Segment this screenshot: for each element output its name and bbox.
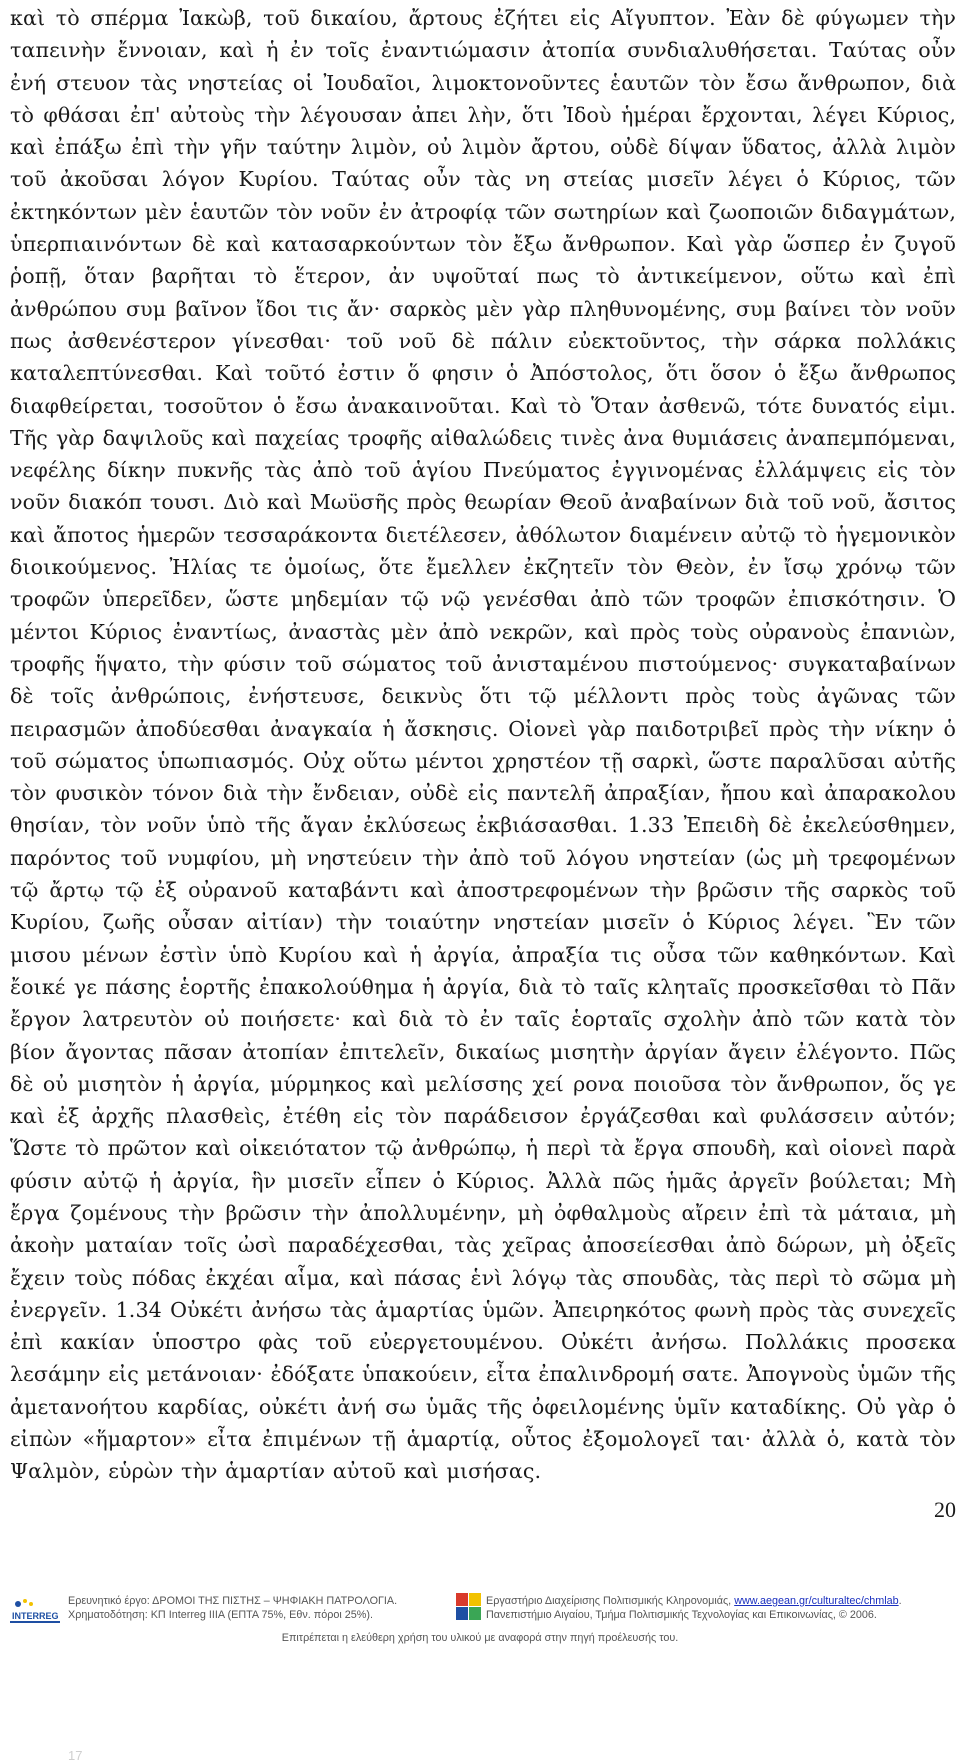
bleed-through-page-number: 17 — [68, 1748, 83, 1763]
interreg-logo — [10, 1595, 60, 1625]
interreg-logo-text: INTERREG — [12, 1611, 59, 1621]
page-number: 20 — [934, 1497, 956, 1522]
footer-lab-name: Εργαστήριο Διαχείρισης Πολιτισμικής Κληρονομιάς, — [486, 1595, 735, 1607]
footer-funding: Χρηματοδότηση: ΚΠ Interreg IIIA (ΕΠΤΑ 75%, Εθν. πόροι 25%). — [68, 1609, 373, 1621]
footer-usage-notice: Επιτρέπεται η ελεύθερη χρήση του υλικού με αναφορά στην πηγή προέλευσής του. — [281, 1632, 679, 1644]
footer-lab-line1-end: . — [898, 1595, 902, 1607]
lab-logo-graphic — [456, 1593, 482, 1621]
footer-lab-info — [486, 1594, 902, 1622]
lab-logo — [456, 1593, 482, 1621]
footer-lab-line1 — [486, 1594, 902, 1608]
footer-project-info — [68, 1594, 397, 1622]
body-text: καὶ τὸ σπέρμα Ἰακὼβ, τοῦ δικαίου, ἄρτους ἐζήτει εἰς Αἴγυπτον. Ἐὰν δὲ φύγωμεν τὴν ταπεινὴν ἔννοιαν, καὶ ἡ ἐν τοῖς ἐναντιώμασιν ἀτοπία συνδιαλυθήσεται. Ταύτας οὖν ἐνή στευον τὰς νηστείας οἱ Ἰουδαῖοι, λιμοκτονοῦντες ἑαυτῶν τὸν ἔσω ἄνθρωπον, διὰ τὸ φθάσαι ἐπ' αὐτοὺς τὴν λέγουσαν ἀπει λὴν, ὅτι Ἰδοὺ ἡμέραι ἔρχονται, λέγει Κύριος, καὶ ἐπάξω ἐπὶ τὴν γῆν ταύτην λιμὸν, οὐ λιμὸν ἄρτου, οὐδὲ δίψαν ὕδατος, ἀλλὰ λιμὸν τοῦ ἀκοῦσαι λόγον Κυρίου. Ταύτας οὖν τὰς νη στείας μισεῖν λέγει ὁ Κύριος, τῶν ἐκτηκόντων μὲν ἑαυτῶν τὸν νοῦν ἐν ἀτροφίᾳ τῶν σωτηρίων καὶ ζωοποιῶν διδαγμάτων, ὑπερπιαινόντων δὲ καὶ κατασαρκούντων τὸν ἔξω ἄνθρωπον. Καὶ γὰρ ὥσπερ ἐν ζυγοῦ ῥοπῇ, ὅταν βαρῆται τὸ ἕτερον, ἀν υψοῦταί πως τὸ ἀντικείμενον, οὕτω καὶ ἐπὶ ἀνθρώπου συμ βαῖνον ἴδοι τις ἄν· σαρκὸς μὲν γὰρ πληθυνομένης, συμ βαίνει τὸν νοῦν πως ἀσθενέστερον γίνεσθαι· τοῦ νοῦ δὲ πάλιν εὐεκτοῦντος, τὴν σάρκα πολλάκις καταλεπτύνεσθαι. Καὶ τοῦτό ἐστιν ὅ φησιν ὁ Ἀπόστολος, ὅτι ὅσον ὁ ἔξω ἄνθρωπος διαφθείρεται, τοσοῦτον ὁ ἔσω ἀνακαινοῦται. Καὶ τὸ Ὅταν ἀσθενῶ, τότε δυνατός εἰμι. Τῆς γὰρ δαψιλοῦς καὶ παχείας τροφῆς αἰθαλώδεις τινὲς ἀνα θυμιάσεις ἀναπεμπόμεναι, νεφέλης δίκην πυκνῆς τὰς ἀπὸ τοῦ ἁγίου Πνεύματος ἐγγινομένας ἐλλάμψεις εἰς τὸν νοῦν διακόπ τουσι. Διὸ καὶ Μωϋσῆς πρὸς θεωρίαν Θεοῦ ἀναβαίνων διὰ τοῦ νοῦ, ἄσιτος καὶ ἄποτος ἡμερῶν τεσσαράκοντα διετέλεσεν, ἀθόλωτον διαμένειν αὐτῷ τὸ ἡγεμονικὸν διοικούμενος. Ἠλίας τε ὁμοίως, ὅτε ἔμελλεν ἐκζητεῖν τὸν Θεὸν, ἐν ἴσῳ χρόνῳ τῶν τροφῶν ὑπερεῖδεν, ὥστε μηδεμίαν τῷ νῷ γενέσθαι ἀπὸ τῶν τροφῶν ἐπισκότησιν. Ὁ μέντοι Κύριος ἐναντίως, ἀναστὰς μὲν ἀπὸ νεκρῶν, καὶ πρὸς τοὺς οὐρανοὺς ἐπανιὼν, τροφῆς ἥψατο, τὴν φύσιν τοῦ σώματος τοῦ ἀνισταμένου πιστούμενος· συγκαταβαίνων δὲ τοῖς ἀνθρώποις, ἐνήστευσε, δεικνὺς ὅτι τῷ μέλλοντι πρὸς τοὺς ἀγῶνας τῶν πειρασμῶν ἀποδύεσθαι ἀναγκαία ἡ ἄσκησις. Οἱονεὶ γὰρ παιδοτριβεῖ πρὸς τὴν νίκην ὁ τοῦ σώματος ὑπωπιασμός. Οὐχ οὕτω μέντοι χρηστέον τῇ σαρκὶ, ὥστε παραλῦσαι αὐτῆς τὸν φυσικὸν τόνον διὰ τὴν ἔνδειαν, οὐδὲ εἰς παντελῆ ἀπραξίαν, ἤπου καὶ ἀπαρακολου θησίαν, τὸν νοῦν ὑπὸ τῆς ἄγαν ἐκλύσεως ἐκβιάσασθαι. 1.33 Ἐπειδὴ δὲ ἐκελεύσθημεν, παρόντος τοῦ νυμφίου, μὴ νηστεύειν τὴν ἀπὸ τοῦ λόγου νηστείαν (ὡς μὴ τρεφομένων τῷ ἄρτῳ τῷ ἐξ οὐρανοῦ καταβάντι καὶ ἀποστρεφομένων τὴν βρῶσιν τῆς σαρκὸς τοῦ Κυρίου, ζωῆς οὖσαν αἰτίαν) τὴν τοιαύτην νηστείαν μισεῖν ὁ Κύριος λέγει. Ἓν τῶν μισου μένων ἐστὶν ὑπὸ Κυρίου καὶ ἡ ἀργία, ἀπραξία τις οὖσα τῶν καθηκόντων. Καὶ ἔοικέ γε πάσης ἑορτῆς ἐπακολούθημα ἡ ἀργία, διὰ τὸ ταῖς κλητaῖς προσκεῖσθαι τὸ Πᾶν ἔργον λατρευτὸν οὐ ποιήσετε· καὶ διὰ τὸ ἐν ταῖς ἑορταῖς σχολὴν ἀπὸ τῶν κατὰ τὸν βίον ἄγοντας πᾶσαν ἀτοπίαν ἐπιτελεῖν, δικαίως μισητὴν ἀργίαν ἄγειν ἐλέγοντο. Πῶς δὲ οὐ μισητὸν ἡ ἀργία, μύρμηκος καὶ μελίσσης χεί ρονα ποιοῦσα τὸν ἄνθρωπον, ὅς γε καὶ ἐξ ἀρχῆς πλασθεὶς, ἐτέθη εἰς τὸν παράδεισον ἐργάζεσθαι καὶ φυλάσσειν αὐτόν; Ὥστε τὸ πρῶτον καὶ οἰκειότατον τῷ ἀνθρώπῳ, ἡ περὶ τὰ ἔργα σπουδὴ, καὶ οἱονεὶ παρὰ φύσιν αὐτῷ ἡ ἀργία, ἣν μισεῖν εἶπεν ὁ Κύριος. Ἀλλὰ πῶς ἡμᾶς ἀργεῖν βούλεται; Μὴ ἔργα ζομένους τὴν βρῶσιν τὴν ἀπολλυμένην, μὴ ὀφθαλμοὺς αἴρειν ἐπὶ τὰ μάταια, μὴ ἀκοὴν ματαίαν τοῖς ὠσὶ παραδέχεσθαι, τὰς χεῖρας ἀποσείεσθαι ἀπὸ δώρων, μὴ ὀξεῖς ἔχειν τοὺς πόδας ἐκχέαι αἷμα, καὶ πάσας ἑνὶ λόγῳ τὰς σπουδὰς, τὰς περὶ τὸ σῶμα μὴ ἐνεργεῖν. 1.34 Οὐκέτι ἀνήσω τὰς ἁμαρτίας ὑμῶν. Ἀπειρηκότος φωνὴ πρὸς τὰς συνεχεῖς ἐπὶ κακίαν ὑποστρο φὰς τοῦ εὐεργετουμένου. Οὐκέτι ἀνήσω. Πολλάκις προσεκα λεσάμην εἰς μετάνοιαν· ἐδόξατε ὑπακούειν, εἶτα ἐπαλινδρομή σατε. Ἀπογνοὺς ὑμῶν τῆς ἀμετανοήτου καρδίας, οὐκέτι ἀνή σω ὑμᾶς τῆς ὀφειλομένης ὑμῖν καταδίκης. Οὐ γὰρ ὁ εἰπὼν «ἥμαρτον» εἶτα ἐπιμένων τῇ ἁμαρτίᾳ, οὗτος ἐξομολογεῖ ται· ἀλλὰ ὁ, κατὰ τὸν Ψαλμὸν, εὑρὼν τὴν ἁμαρτίαν αὐτοῦ καὶ μισήσας. — [10, 6, 956, 1484]
footer-lab-link[interactable]: www.aegean.gr/culturaltec/chmlab — [734, 1595, 899, 1607]
footer — [0, 1590, 960, 1660]
footer-project-title: Ερευνητικό έργο: ΔΡΟΜΟΙ ΤΗΣ ΠΙΣΤΗΣ – ΨΗΦΙΑΚΗ ΠΑΤΡΟΛΟΓΙΑ. — [68, 1595, 398, 1607]
interreg-logo-graphic — [10, 1595, 60, 1625]
footer-university: Πανεπιστήμιο Αιγαίου, Τμήμα Πολιτισμικής Τεχνολογίας και Επικοινωνίας, © 2006. — [486, 1609, 877, 1621]
